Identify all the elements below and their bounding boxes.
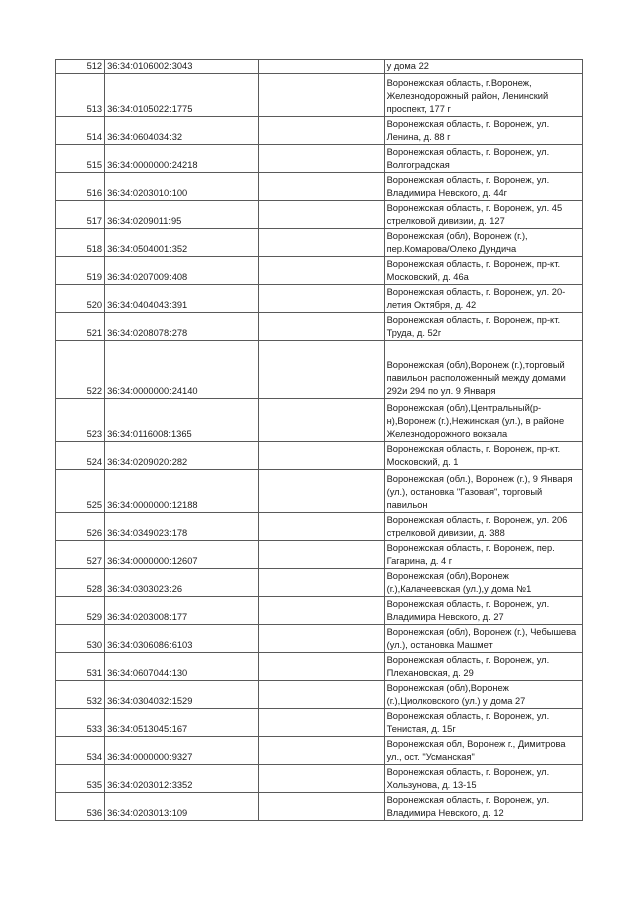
table-row bbox=[56, 541, 583, 569]
table-row bbox=[56, 341, 583, 399]
row-number: 519 bbox=[56, 257, 105, 285]
address: Воронежская (обл),Центральный(р-н),Воронеж (г.),Нежинская (ул.), в районе Железнодорожного вокзала bbox=[384, 399, 582, 442]
address: Воронежская область, г.Воронеж, Железнодорожный район, Ленинский проспект, 177 г bbox=[384, 74, 582, 117]
address: Воронежская область, г. Воронеж, пр-кт. Московский, д. 46а bbox=[384, 257, 582, 285]
cadastral-number: 36:34:0116008:1365 bbox=[105, 399, 259, 442]
table-row bbox=[56, 257, 583, 285]
cadastral-number: 36:34:0349023:178 bbox=[105, 513, 259, 541]
empty-cell bbox=[259, 229, 384, 257]
table-row bbox=[56, 793, 583, 821]
row-number: 530 bbox=[56, 625, 105, 653]
empty-cell bbox=[259, 513, 384, 541]
address: Воронежская (обл),Воронеж (г.),торговый павильон расположенный между домами 292и 294 по ул. 9 Января bbox=[384, 341, 582, 399]
row-number: 522 bbox=[56, 341, 105, 399]
cadastral-number: 36:34:0303023:26 bbox=[105, 569, 259, 597]
empty-cell bbox=[259, 470, 384, 513]
cadastral-number: 36:34:0604034:32 bbox=[105, 117, 259, 145]
empty-cell bbox=[259, 442, 384, 470]
table-row bbox=[56, 625, 583, 653]
empty-cell bbox=[259, 117, 384, 145]
row-number: 535 bbox=[56, 765, 105, 793]
row-number: 532 bbox=[56, 681, 105, 709]
cadastral-number: 36:34:0106002:3043 bbox=[105, 60, 259, 74]
table-row bbox=[56, 399, 583, 442]
empty-cell bbox=[259, 625, 384, 653]
cadastral-number: 36:34:0607044:130 bbox=[105, 653, 259, 681]
address: у дома 22 bbox=[384, 60, 582, 74]
address: Воронежская обл, Воронеж г., Димитрова ул., ост. "Усманская" bbox=[384, 737, 582, 765]
address: Воронежская область, г. Воронеж, ул. Владимира Невского, д. 27 bbox=[384, 597, 582, 625]
address: Воронежская область, г. Воронеж, пр-кт. Московский, д. 1 bbox=[384, 442, 582, 470]
row-number: 517 bbox=[56, 201, 105, 229]
cadastral-number: 36:34:0000000:24218 bbox=[105, 145, 259, 173]
empty-cell bbox=[259, 569, 384, 597]
row-number: 513 bbox=[56, 74, 105, 117]
empty-cell bbox=[259, 541, 384, 569]
row-number: 536 bbox=[56, 793, 105, 821]
cadastral-number: 36:34:0000000:12607 bbox=[105, 541, 259, 569]
row-number: 520 bbox=[56, 285, 105, 313]
table-row bbox=[56, 201, 583, 229]
empty-cell bbox=[259, 173, 384, 201]
table-row bbox=[56, 117, 583, 145]
cadastral-number: 36:34:0203008:177 bbox=[105, 597, 259, 625]
row-number: 525 bbox=[56, 470, 105, 513]
empty-cell bbox=[259, 597, 384, 625]
table-row bbox=[56, 74, 583, 117]
cadastral-number: 36:34:0105022:1775 bbox=[105, 74, 259, 117]
row-number: 515 bbox=[56, 145, 105, 173]
table-row bbox=[56, 229, 583, 257]
cadastral-number: 36:34:0000000:12188 bbox=[105, 470, 259, 513]
row-number: 529 bbox=[56, 597, 105, 625]
empty-cell bbox=[259, 74, 384, 117]
cadastral-number: 36:34:0306086:6103 bbox=[105, 625, 259, 653]
empty-cell bbox=[259, 145, 384, 173]
row-number: 533 bbox=[56, 709, 105, 737]
row-number: 521 bbox=[56, 313, 105, 341]
row-number: 531 bbox=[56, 653, 105, 681]
empty-cell bbox=[259, 313, 384, 341]
address: Воронежская область, г. Воронеж, ул. 206 стрелковой дивизии, д. 388 bbox=[384, 513, 582, 541]
empty-cell bbox=[259, 60, 384, 74]
row-number: 528 bbox=[56, 569, 105, 597]
row-number: 524 bbox=[56, 442, 105, 470]
address: Воронежская область, г. Воронеж, ул. Владимира Невского, д. 12 bbox=[384, 793, 582, 821]
cadastral-number: 36:34:0404043:391 bbox=[105, 285, 259, 313]
table-row bbox=[56, 653, 583, 681]
cadastral-number: 36:34:0208078:278 bbox=[105, 313, 259, 341]
table-row bbox=[56, 513, 583, 541]
cadastral-number: 36:34:0304032:1529 bbox=[105, 681, 259, 709]
table-row bbox=[56, 470, 583, 513]
table-row bbox=[56, 681, 583, 709]
empty-cell bbox=[259, 653, 384, 681]
address: Воронежская (обл.), Воронеж (г.), 9 Января (ул.), остановка "Газовая", торговый павильон bbox=[384, 470, 582, 513]
cadastral-number: 36:34:0000000:9327 bbox=[105, 737, 259, 765]
table-row bbox=[56, 173, 583, 201]
address: Воронежская область, г. Воронеж, ул. Хользунова, д. 13-15 bbox=[384, 765, 582, 793]
cadastral-number: 36:34:0000000:24140 bbox=[105, 341, 259, 399]
row-number: 514 bbox=[56, 117, 105, 145]
cadastral-number: 36:34:0209020:282 bbox=[105, 442, 259, 470]
row-number: 526 bbox=[56, 513, 105, 541]
address: Воронежская область, г. Воронеж, ул. 45 стрелковой дивизии, д. 127 bbox=[384, 201, 582, 229]
empty-cell bbox=[259, 737, 384, 765]
table-row bbox=[56, 145, 583, 173]
table-row bbox=[56, 442, 583, 470]
empty-cell bbox=[259, 285, 384, 313]
empty-cell bbox=[259, 681, 384, 709]
address: Воронежская область, г. Воронеж, пр-кт. Труда, д. 52г bbox=[384, 313, 582, 341]
address: Воронежская (обл), Воронеж (г.), пер.Комарова/Олеко Дундича bbox=[384, 229, 582, 257]
table-row bbox=[56, 765, 583, 793]
table-row bbox=[56, 737, 583, 765]
table-row bbox=[56, 285, 583, 313]
address: Воронежская область, г. Воронеж, пер. Гагарина, д. 4 г bbox=[384, 541, 582, 569]
cadastral-number: 36:34:0207009:408 bbox=[105, 257, 259, 285]
table-row bbox=[56, 569, 583, 597]
row-number: 512 bbox=[56, 60, 105, 74]
cadastral-number: 36:34:0203010:100 bbox=[105, 173, 259, 201]
table-row bbox=[56, 709, 583, 737]
table-row bbox=[56, 597, 583, 625]
empty-cell bbox=[259, 765, 384, 793]
empty-cell bbox=[259, 257, 384, 285]
address: Воронежская (обл),Воронеж (г.),Циолковского (ул.) у дома 27 bbox=[384, 681, 582, 709]
table-row bbox=[56, 60, 583, 74]
registry-table bbox=[55, 59, 583, 821]
empty-cell bbox=[259, 399, 384, 442]
row-number: 516 bbox=[56, 173, 105, 201]
cadastral-number: 36:34:0513045:167 bbox=[105, 709, 259, 737]
address: Воронежская область, г. Воронеж, ул. 20-летия Октября, д. 42 bbox=[384, 285, 582, 313]
empty-cell bbox=[259, 201, 384, 229]
cadastral-number: 36:34:0203012:3352 bbox=[105, 765, 259, 793]
table-row bbox=[56, 313, 583, 341]
address: Воронежская область, г. Воронеж, ул. Владимира Невского, д. 44г bbox=[384, 173, 582, 201]
address: Воронежская область, г. Воронеж, ул. Плехановская, д. 29 bbox=[384, 653, 582, 681]
address: Воронежская область, г. Воронеж, ул. Ленина, д. 88 г bbox=[384, 117, 582, 145]
registry-table-body bbox=[56, 60, 583, 821]
cadastral-number: 36:34:0209011:95 bbox=[105, 201, 259, 229]
address: Воронежская область, г. Воронеж, ул. Волгоградская bbox=[384, 145, 582, 173]
empty-cell bbox=[259, 793, 384, 821]
row-number: 534 bbox=[56, 737, 105, 765]
cadastral-number: 36:34:0504001:352 bbox=[105, 229, 259, 257]
cadastral-number: 36:34:0203013:109 bbox=[105, 793, 259, 821]
empty-cell bbox=[259, 709, 384, 737]
empty-cell bbox=[259, 341, 384, 399]
address: Воронежская (обл), Воронеж (г.), Чебышева (ул.), остановка Машмет bbox=[384, 625, 582, 653]
address: Воронежская область, г. Воронеж, ул. Тенистая, д. 15г bbox=[384, 709, 582, 737]
row-number: 527 bbox=[56, 541, 105, 569]
row-number: 518 bbox=[56, 229, 105, 257]
address: Воронежская (обл),Воронеж (г.),Калачеевская (ул.),у дома №1 bbox=[384, 569, 582, 597]
row-number: 523 bbox=[56, 399, 105, 442]
